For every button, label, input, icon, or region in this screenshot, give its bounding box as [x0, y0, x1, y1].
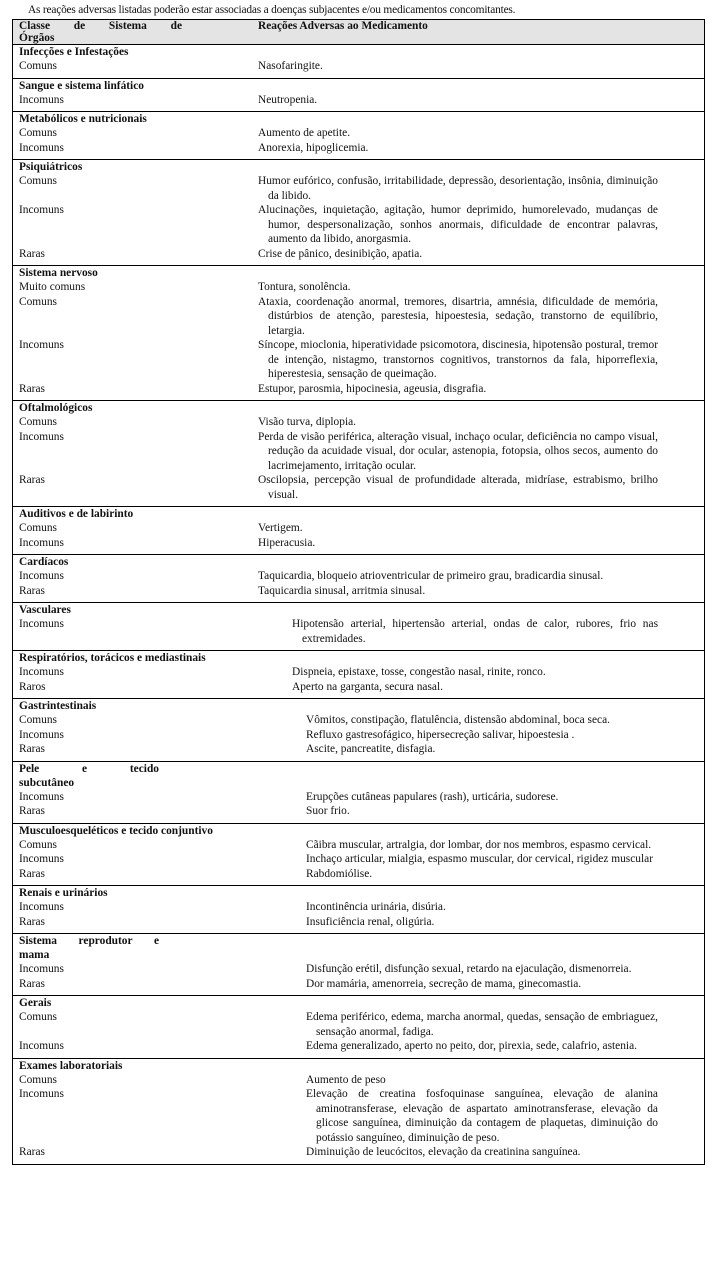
frequency-cell: Incomuns	[19, 790, 64, 803]
section-title: Sistema nervoso	[19, 267, 98, 279]
section	[13, 266, 704, 401]
section	[13, 112, 704, 160]
table-row	[13, 852, 704, 867]
reaction-cell	[258, 174, 658, 203]
section	[13, 886, 704, 934]
reaction-text: Crise de pânico, desinibição, apatia.	[258, 247, 423, 260]
table-row	[13, 536, 704, 551]
reaction-text: Humor eufórico, confusão, irritabilidade, depressão, desorientação, insônia, diminuição da libido.	[258, 175, 658, 202]
frequency-cell: Muito comuns	[19, 281, 86, 293]
table-row	[13, 338, 704, 382]
reaction-text: Diminuição de leucócitos, elevação da creatinina sanguínea.	[306, 1146, 581, 1158]
frequency-cell: Incomuns	[19, 618, 64, 630]
frequency-cell: Comuns	[19, 714, 57, 726]
section-spacer	[13, 1160, 704, 1164]
table-row	[13, 977, 704, 992]
section-title: Sangue e sistema linfático	[19, 79, 144, 92]
reaction-cell	[306, 977, 658, 992]
section-spacer	[13, 74, 704, 78]
reaction-text: Ataxia, coordenação anormal, tremores, disartria, amnésia, dificuldade de memória, distúrbios de atenção, parestesia, hipoestesia, sedação, transtorno de equilíbrio, letargia.	[258, 295, 658, 337]
reaction-cell	[306, 742, 658, 757]
frequency-cell: Incomuns	[19, 570, 64, 582]
reaction-text: Taquicardia sinusal, arritmia sinusal.	[258, 584, 426, 597]
table-row	[13, 1145, 704, 1160]
reaction-cell	[292, 680, 658, 695]
section-spacer	[13, 991, 704, 995]
reaction-cell	[306, 962, 658, 977]
frequency-cell: Incomuns	[19, 901, 64, 913]
frequency-cell: Incomuns	[19, 430, 64, 443]
reaction-text: Tontura, sonolência.	[258, 281, 351, 293]
frequency-cell: Comuns	[19, 1073, 57, 1086]
reaction-cell	[306, 915, 658, 930]
section-title-line1: Sistema reprodutor e	[19, 935, 159, 947]
reaction-text: Perda de visão periférica, alteração visual, inchaço ocular, deficiência no campo visual, redução da acuidade visual, dor ocular, astenopia, fotopsia, olhos secos, aumento do lacrimejamento, irritação ocular.	[258, 430, 658, 472]
section-title: Musculoesqueléticos e tecido conjuntivo	[19, 824, 213, 837]
frequency-cell: Incomuns	[19, 141, 64, 154]
reaction-cell	[258, 382, 658, 397]
section-spacer	[13, 155, 704, 159]
section	[13, 507, 704, 555]
section-title: Gastrintestinais	[19, 700, 97, 712]
section	[13, 824, 704, 887]
reaction-cell	[292, 665, 658, 680]
header-reactions: Reações Adversas ao Medicamento	[258, 20, 428, 32]
reaction-text: Aumento de peso	[306, 1073, 386, 1086]
reaction-text: Edema periférico, edema, marcha anormal, quedas, sensação de embriaguez, sensação anormal, fadiga.	[306, 1011, 658, 1038]
frequency-cell: Raras	[19, 382, 45, 395]
table-row	[13, 742, 704, 757]
section-spacer	[13, 646, 704, 650]
reaction-cell	[258, 430, 658, 474]
reaction-cell	[306, 1039, 658, 1054]
section-spacer	[13, 502, 704, 506]
table-row	[13, 1087, 704, 1145]
section-spacer	[13, 819, 704, 823]
reaction-cell	[306, 1010, 658, 1039]
frequency-cell: Comuns	[19, 838, 57, 851]
reaction-cell	[306, 790, 658, 805]
table-row	[13, 728, 704, 743]
section-title: Auditivos e de labirinto	[19, 508, 134, 520]
frequency-cell: Incomuns	[19, 1088, 64, 1100]
header-organ-class-line2: Órgãos	[19, 32, 55, 44]
section-title	[13, 762, 159, 790]
reaction-text: Dispneia, epistaxe, tosse, congestão nasal, rinite, ronco.	[292, 666, 546, 678]
reaction-text: Oscilopsia, percepção visual de profundidade alterada, midríase, estrabismo, brilho visual.	[258, 474, 658, 501]
reaction-text: Aperto na garganta, secura nasal.	[292, 680, 443, 693]
frequency-cell: Comuns	[19, 522, 57, 534]
reaction-cell	[258, 59, 658, 74]
section	[13, 160, 704, 266]
section	[13, 79, 704, 113]
frequency-cell: Incomuns	[19, 536, 64, 549]
table-row	[13, 915, 704, 930]
frequency-cell: Incomuns	[19, 963, 64, 975]
section	[13, 996, 704, 1059]
reaction-cell	[306, 838, 658, 853]
table-row	[13, 141, 704, 156]
section-spacer	[13, 1054, 704, 1058]
reaction-text: Dor mamária, amenorreia, secreção de mama, ginecomastia.	[306, 977, 582, 990]
frequency-cell: Raras	[19, 743, 45, 755]
reaction-text: Rabdomiólise.	[306, 867, 373, 880]
section-title-line2: mama	[19, 949, 50, 961]
frequency-cell: Raras	[19, 474, 45, 486]
reaction-cell	[258, 521, 658, 536]
section	[13, 555, 704, 603]
section-spacer	[13, 107, 704, 111]
reaction-text: Vertigem.	[258, 522, 303, 534]
reaction-text: Estupor, parosmia, hipocinesia, ageusia, disgrafia.	[258, 382, 487, 395]
reaction-cell	[258, 584, 658, 599]
reaction-cell	[306, 713, 658, 728]
reaction-cell	[258, 536, 658, 551]
header-organ-class	[13, 20, 258, 44]
section-title: Metabólicos e nutricionais	[19, 113, 147, 125]
section	[13, 699, 704, 762]
frequency-cell: Raras	[19, 915, 45, 928]
reaction-text: Visão turva, diplopia.	[258, 416, 357, 428]
section-title: Oftalmológicos	[19, 402, 93, 414]
table-row	[13, 1039, 704, 1054]
section	[13, 603, 704, 651]
frequency-cell: Raras	[19, 867, 45, 880]
reaction-text: Taquicardia, bloqueio atrioventricular de primeiro grau, bradicardia sinusal.	[258, 570, 604, 582]
header-organ-class-line1: Classe de Sistema de	[19, 20, 182, 32]
reaction-text: Insuficiência renal, oligúria.	[306, 915, 435, 928]
frequency-cell: Incomuns	[19, 666, 64, 678]
reaction-cell	[258, 247, 658, 262]
table-row	[13, 584, 704, 599]
reaction-cell	[258, 203, 658, 247]
frequency-cell: Raras	[19, 247, 45, 260]
table-header	[13, 20, 704, 45]
frequency-cell: Raros	[19, 680, 46, 693]
table-row	[13, 430, 704, 474]
table-row	[13, 1010, 704, 1039]
reaction-text: Inchaço articular, mialgia, espasmo muscular, dor cervical, rigidez muscular	[306, 853, 653, 865]
frequency-cell: Incomuns	[19, 93, 64, 106]
table-row	[13, 1073, 704, 1088]
table-row	[13, 790, 704, 805]
section-spacer	[13, 929, 704, 933]
reaction-text: Hipotensão arterial, hipertensão arterial, ondas de calor, rubores, frio nas extremidades.	[292, 618, 658, 645]
reaction-cell	[292, 617, 658, 646]
section-title: Vasculares	[19, 604, 71, 616]
section	[13, 762, 704, 824]
reaction-text: Incontinência urinária, disúria.	[306, 901, 446, 913]
table-row	[13, 838, 704, 853]
reaction-text: Elevação de creatina fosfoquinase sanguínea, elevação de alanina aminotransferase, elevação de aspartato aminotransferase, elevação da glicose sanguínea, diminuição da contagem de plaquetas, diminuição do potássio sanguíneo, diminuição de peso.	[306, 1088, 658, 1144]
section	[13, 934, 704, 996]
frequency-cell: Incomuns	[19, 728, 64, 741]
reaction-text: Erupções cutâneas papulares (rash), urticária, sudorese.	[306, 790, 559, 803]
table-row	[13, 247, 704, 262]
table-row	[13, 415, 704, 430]
table-row	[13, 280, 704, 295]
table-row	[13, 59, 704, 74]
section-spacer	[13, 550, 704, 554]
table-row	[13, 867, 704, 882]
table-row	[13, 962, 704, 977]
section-spacer	[13, 757, 704, 761]
section-title: Respiratórios, torácicos e mediastinais	[19, 652, 206, 664]
section	[13, 1059, 704, 1164]
reaction-cell	[258, 93, 658, 108]
reaction-text: Síncope, mioclonia, hiperatividade psicomotora, discinesia, hipotensão postural, tremor de intenção, nistagmo, transtornos cognitivos, transtornos da fala, hiporreflexia, hiperestesia, sensação de queimação.	[258, 339, 658, 380]
reaction-text: Anorexia, hipoglicemia.	[258, 141, 369, 154]
table-row	[13, 93, 704, 108]
reaction-text: Edema generalizado, aperto no peito, dor, pirexia, sede, calafrio, astenia.	[306, 1040, 637, 1052]
table-body	[13, 45, 704, 1164]
frequency-cell: Incomuns	[19, 853, 64, 865]
frequency-cell: Raras	[19, 584, 45, 597]
frequency-cell: Comuns	[19, 60, 57, 72]
reaction-cell	[306, 1073, 658, 1088]
reaction-cell	[258, 280, 658, 295]
frequency-cell: Comuns	[19, 295, 57, 308]
section-title: Gerais	[19, 997, 52, 1009]
reaction-text: Neutropenia.	[258, 93, 318, 106]
section-title: Cardíacos	[19, 556, 69, 568]
section-spacer	[13, 694, 704, 698]
table-row	[13, 569, 704, 584]
adverse-reactions-table	[12, 19, 705, 1165]
table-row	[13, 617, 704, 646]
reaction-cell	[258, 126, 658, 141]
reaction-text: Refluxo gastresofágico, hipersecreção salivar, hipoestesia .	[306, 728, 575, 741]
table-row	[13, 295, 704, 339]
frequency-cell: Raras	[19, 977, 45, 990]
frequency-cell: Incomuns	[19, 339, 64, 351]
section	[13, 45, 704, 79]
reaction-text: Alucinações, inquietação, agitação, humor deprimido, humorelevado, mudanças de humor, despersonalização, sonhos anormais, dificuldade de encontrar palavras, aumento da libido, anorgasmia.	[258, 204, 658, 245]
section-title: Renais e urinários	[19, 887, 108, 899]
table-row	[13, 382, 704, 397]
reaction-text: Nasofaringite.	[258, 60, 323, 72]
reaction-cell	[306, 852, 658, 867]
reaction-text: Vômitos, constipação, flatulência, distensão abdominal, boca seca.	[306, 714, 610, 726]
section-title	[13, 934, 159, 962]
section-title: Psiquiátricos	[19, 161, 83, 173]
frequency-cell: Incomuns	[19, 204, 64, 216]
table-row	[13, 521, 704, 536]
frequency-cell: Raras	[19, 805, 45, 817]
reaction-text: Cãibra muscular, artralgia, dor lombar, dor nos membros, espasmo cervical.	[306, 838, 652, 851]
reaction-cell	[258, 569, 658, 584]
section-spacer	[13, 261, 704, 265]
intro-text: As reações adversas listadas poderão estar associadas a doenças subjacentes e/ou medicamentos concomitantes.	[28, 4, 516, 16]
section	[13, 401, 704, 507]
section-title-line2: subcutâneo	[19, 776, 75, 789]
reaction-text: Suor frio.	[306, 805, 350, 817]
reaction-text: Aumento de apetite.	[258, 127, 351, 139]
reaction-cell	[258, 338, 658, 382]
table-row	[13, 900, 704, 915]
reaction-cell	[306, 867, 658, 882]
section-spacer	[13, 598, 704, 602]
frequency-cell: Comuns	[19, 1011, 57, 1023]
section-title: Exames laboratoriais	[19, 1059, 123, 1072]
table-row	[13, 174, 704, 203]
reaction-cell	[306, 1145, 658, 1160]
section-spacer	[13, 396, 704, 400]
reaction-text: Disfunção erétil, disfunção sexual, retardo na ejaculação, dismenorreia.	[306, 963, 632, 975]
section	[13, 651, 704, 699]
frequency-cell: Raras	[19, 1146, 45, 1158]
table-row	[13, 473, 704, 502]
table-row	[13, 804, 704, 819]
frequency-cell: Comuns	[19, 416, 57, 428]
table-row	[13, 126, 704, 141]
reaction-cell	[258, 295, 658, 339]
table-row	[13, 203, 704, 247]
reaction-cell	[258, 141, 658, 156]
reaction-cell	[258, 473, 658, 502]
section-spacer	[13, 881, 704, 885]
reaction-text: Hiperacusia.	[258, 536, 316, 549]
section-title-line1: Pele e tecido	[19, 762, 159, 775]
reaction-cell	[306, 900, 658, 915]
table-row	[13, 665, 704, 680]
table-row	[13, 680, 704, 695]
section-title: Infecções e Infestações	[19, 46, 129, 58]
frequency-cell: Incomuns	[19, 1040, 64, 1052]
reaction-text: Ascite, pancreatite, disfagia.	[306, 743, 436, 755]
frequency-cell: Comuns	[19, 127, 57, 139]
reaction-cell	[258, 415, 658, 430]
reaction-cell	[306, 804, 658, 819]
reaction-cell	[306, 1087, 658, 1145]
frequency-cell: Comuns	[19, 175, 57, 187]
reaction-cell	[306, 728, 658, 743]
table-row	[13, 713, 704, 728]
